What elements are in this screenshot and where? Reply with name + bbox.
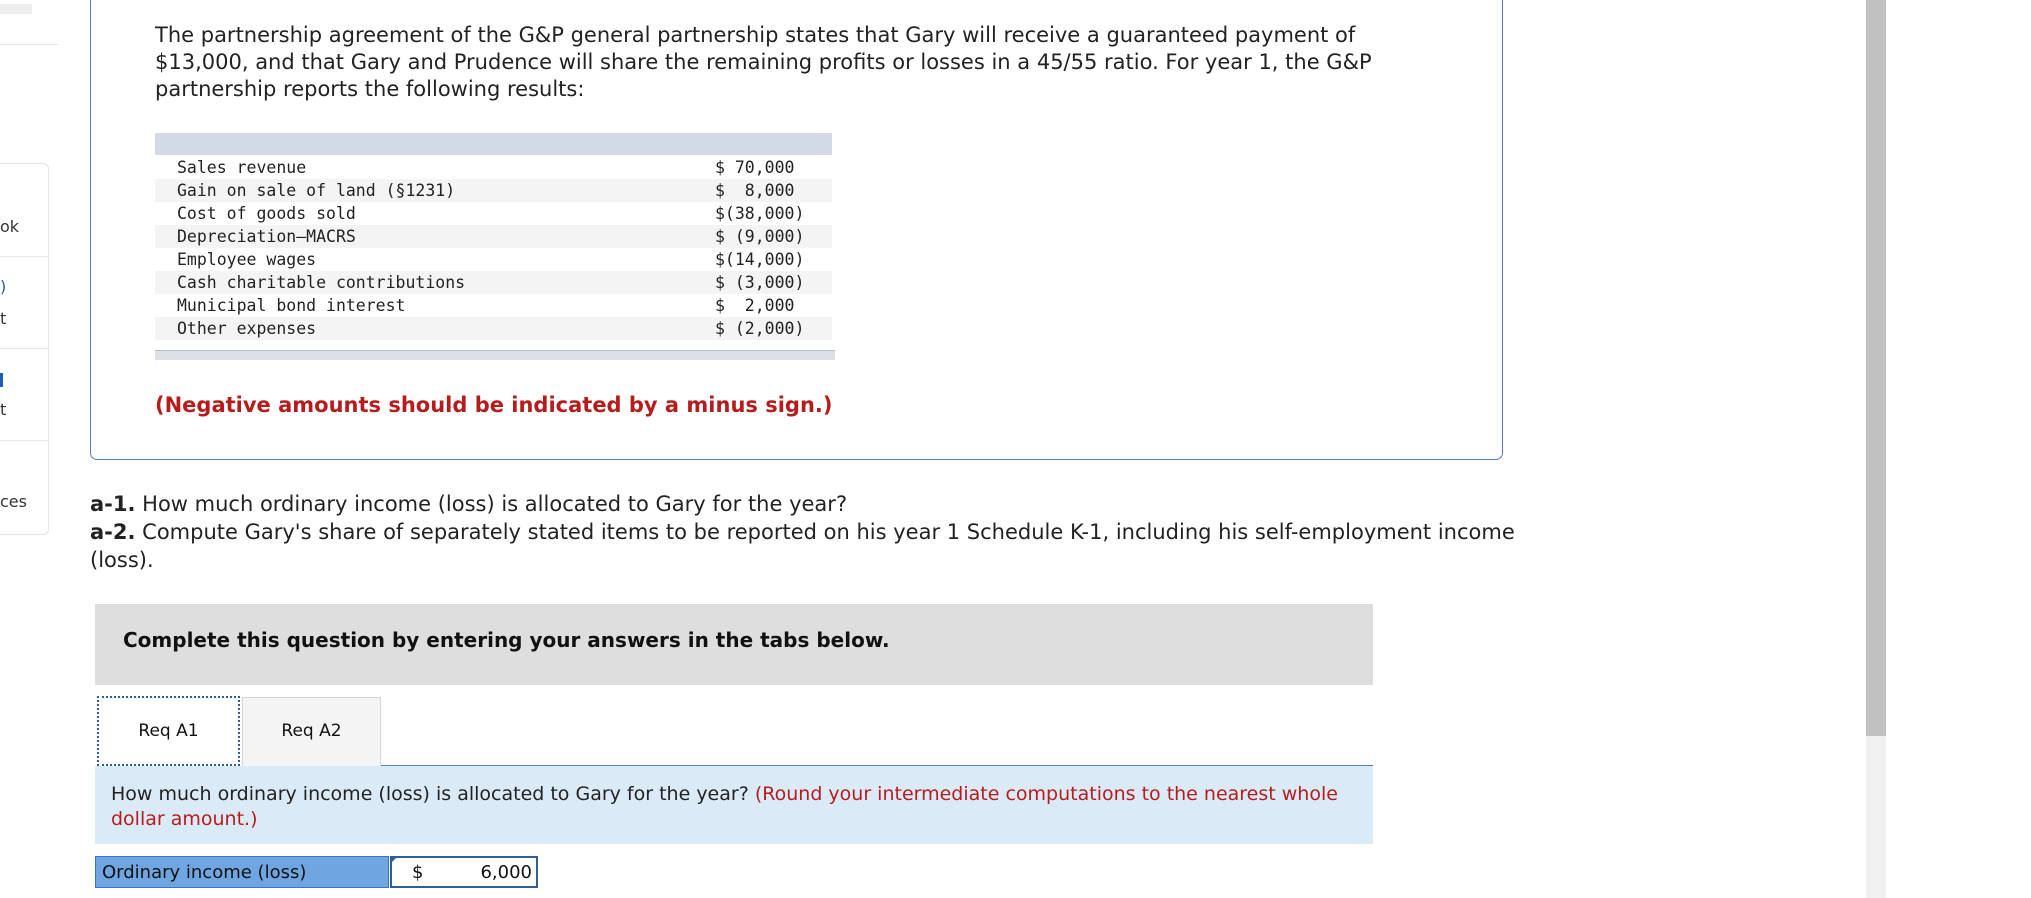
ordinary-income-label-cell [95,856,389,888]
row-label: Other expenses [177,319,317,338]
left-sidebar [0,0,48,898]
row-label: Employee wages [177,250,317,269]
row-label: Depreciation—MACRS [177,227,356,246]
table-row [155,294,832,317]
tab-req-a2-label: Req A2 [281,721,342,741]
question-a1-label: a-1. [90,492,136,516]
sidebar-item-3-marker [0,373,3,387]
results-table-footer [155,350,835,360]
tab-req-a1[interactable] [97,696,240,766]
table-row [155,225,832,248]
sidebar-divider [0,348,48,349]
row-amount: $ (2,000) [715,319,805,338]
table-row [155,179,832,202]
sidebar-item-1[interactable]: ok [0,217,20,236]
results-table [155,133,835,361]
sidebar-item-3-sub[interactable]: t [0,400,7,419]
question-a2-label: a-2. [90,520,136,544]
ordinary-income-value: 6,000 [480,862,532,883]
row-amount: $ (9,000) [715,227,805,246]
problem-intro: The partnership agreement of the G&P general partnership states that Gary will receive a guaranteed payment of $13,000, and that Gary and Prudence will share the remaining profits or losses in a 45/55 ratio. For year 1, the G&P partnership reports the following results: [155,23,1372,101]
row-amount: $ (3,000) [715,273,805,292]
sidebar-divider [0,44,58,45]
question-a2-text: Compute Gary's share of separately stated items to be reported on his year 1 Schedule K-1, including his self-employment income (loss). [90,520,1515,572]
instruction-question: How much ordinary income (loss) is allocated to Gary for the year? [111,783,755,805]
table-row [155,317,832,340]
row-amount: $(38,000) [715,204,805,223]
scrollbar-thumb[interactable] [1866,0,1886,736]
sidebar-top-bar [0,4,32,14]
row-label: Cost of goods sold [177,204,356,223]
row-amount: $ 2,000 [715,296,795,315]
currency-symbol: $ [412,862,424,883]
row-amount: $(14,000) [715,250,805,269]
sidebar-divider [0,256,48,257]
row-label: Sales revenue [177,158,307,177]
row-label: Gain on sale of land (§1231) [177,181,456,200]
row-amount: $ 8,000 [715,181,795,200]
table-row [155,202,832,225]
input-corner-flag-icon [390,856,398,864]
negative-amounts-note: (Negative amounts should be indicated by a minus sign.) [155,393,833,417]
tab-req-a1-label: Req A1 [138,721,199,741]
question-a1 [90,490,1520,518]
table-row [155,156,832,179]
sidebar-item-2[interactable]: ) [0,277,7,296]
instruction-rounding-note: (Round your intermediate computations to the nearest whole dollar amount.) [111,783,1338,830]
complete-question-text: Complete this question by entering your answers in the tabs below. [123,628,890,652]
results-table-header [155,133,832,155]
ordinary-income-label: Ordinary income (loss) [102,862,307,883]
row-label: Municipal bond interest [177,296,406,315]
sidebar-item-4[interactable]: ces [0,492,27,511]
tab-req-a2[interactable] [242,697,381,767]
sidebar-divider [0,440,48,441]
sidebar-item-2-sub[interactable]: t [0,309,7,328]
instruction-text [111,782,1351,832]
row-label: Cash charitable contributions [177,273,466,292]
complete-question-bar [95,604,1373,685]
question-a1-text: How much ordinary income (loss) is allocated to Gary for the year? [135,492,848,516]
question-list [90,490,1520,574]
ordinary-income-input[interactable] [390,856,538,888]
table-row [155,271,832,294]
table-row [155,248,832,271]
instruction-box [95,766,1373,844]
row-amount: $ 70,000 [715,158,795,177]
question-a2 [90,518,1520,574]
